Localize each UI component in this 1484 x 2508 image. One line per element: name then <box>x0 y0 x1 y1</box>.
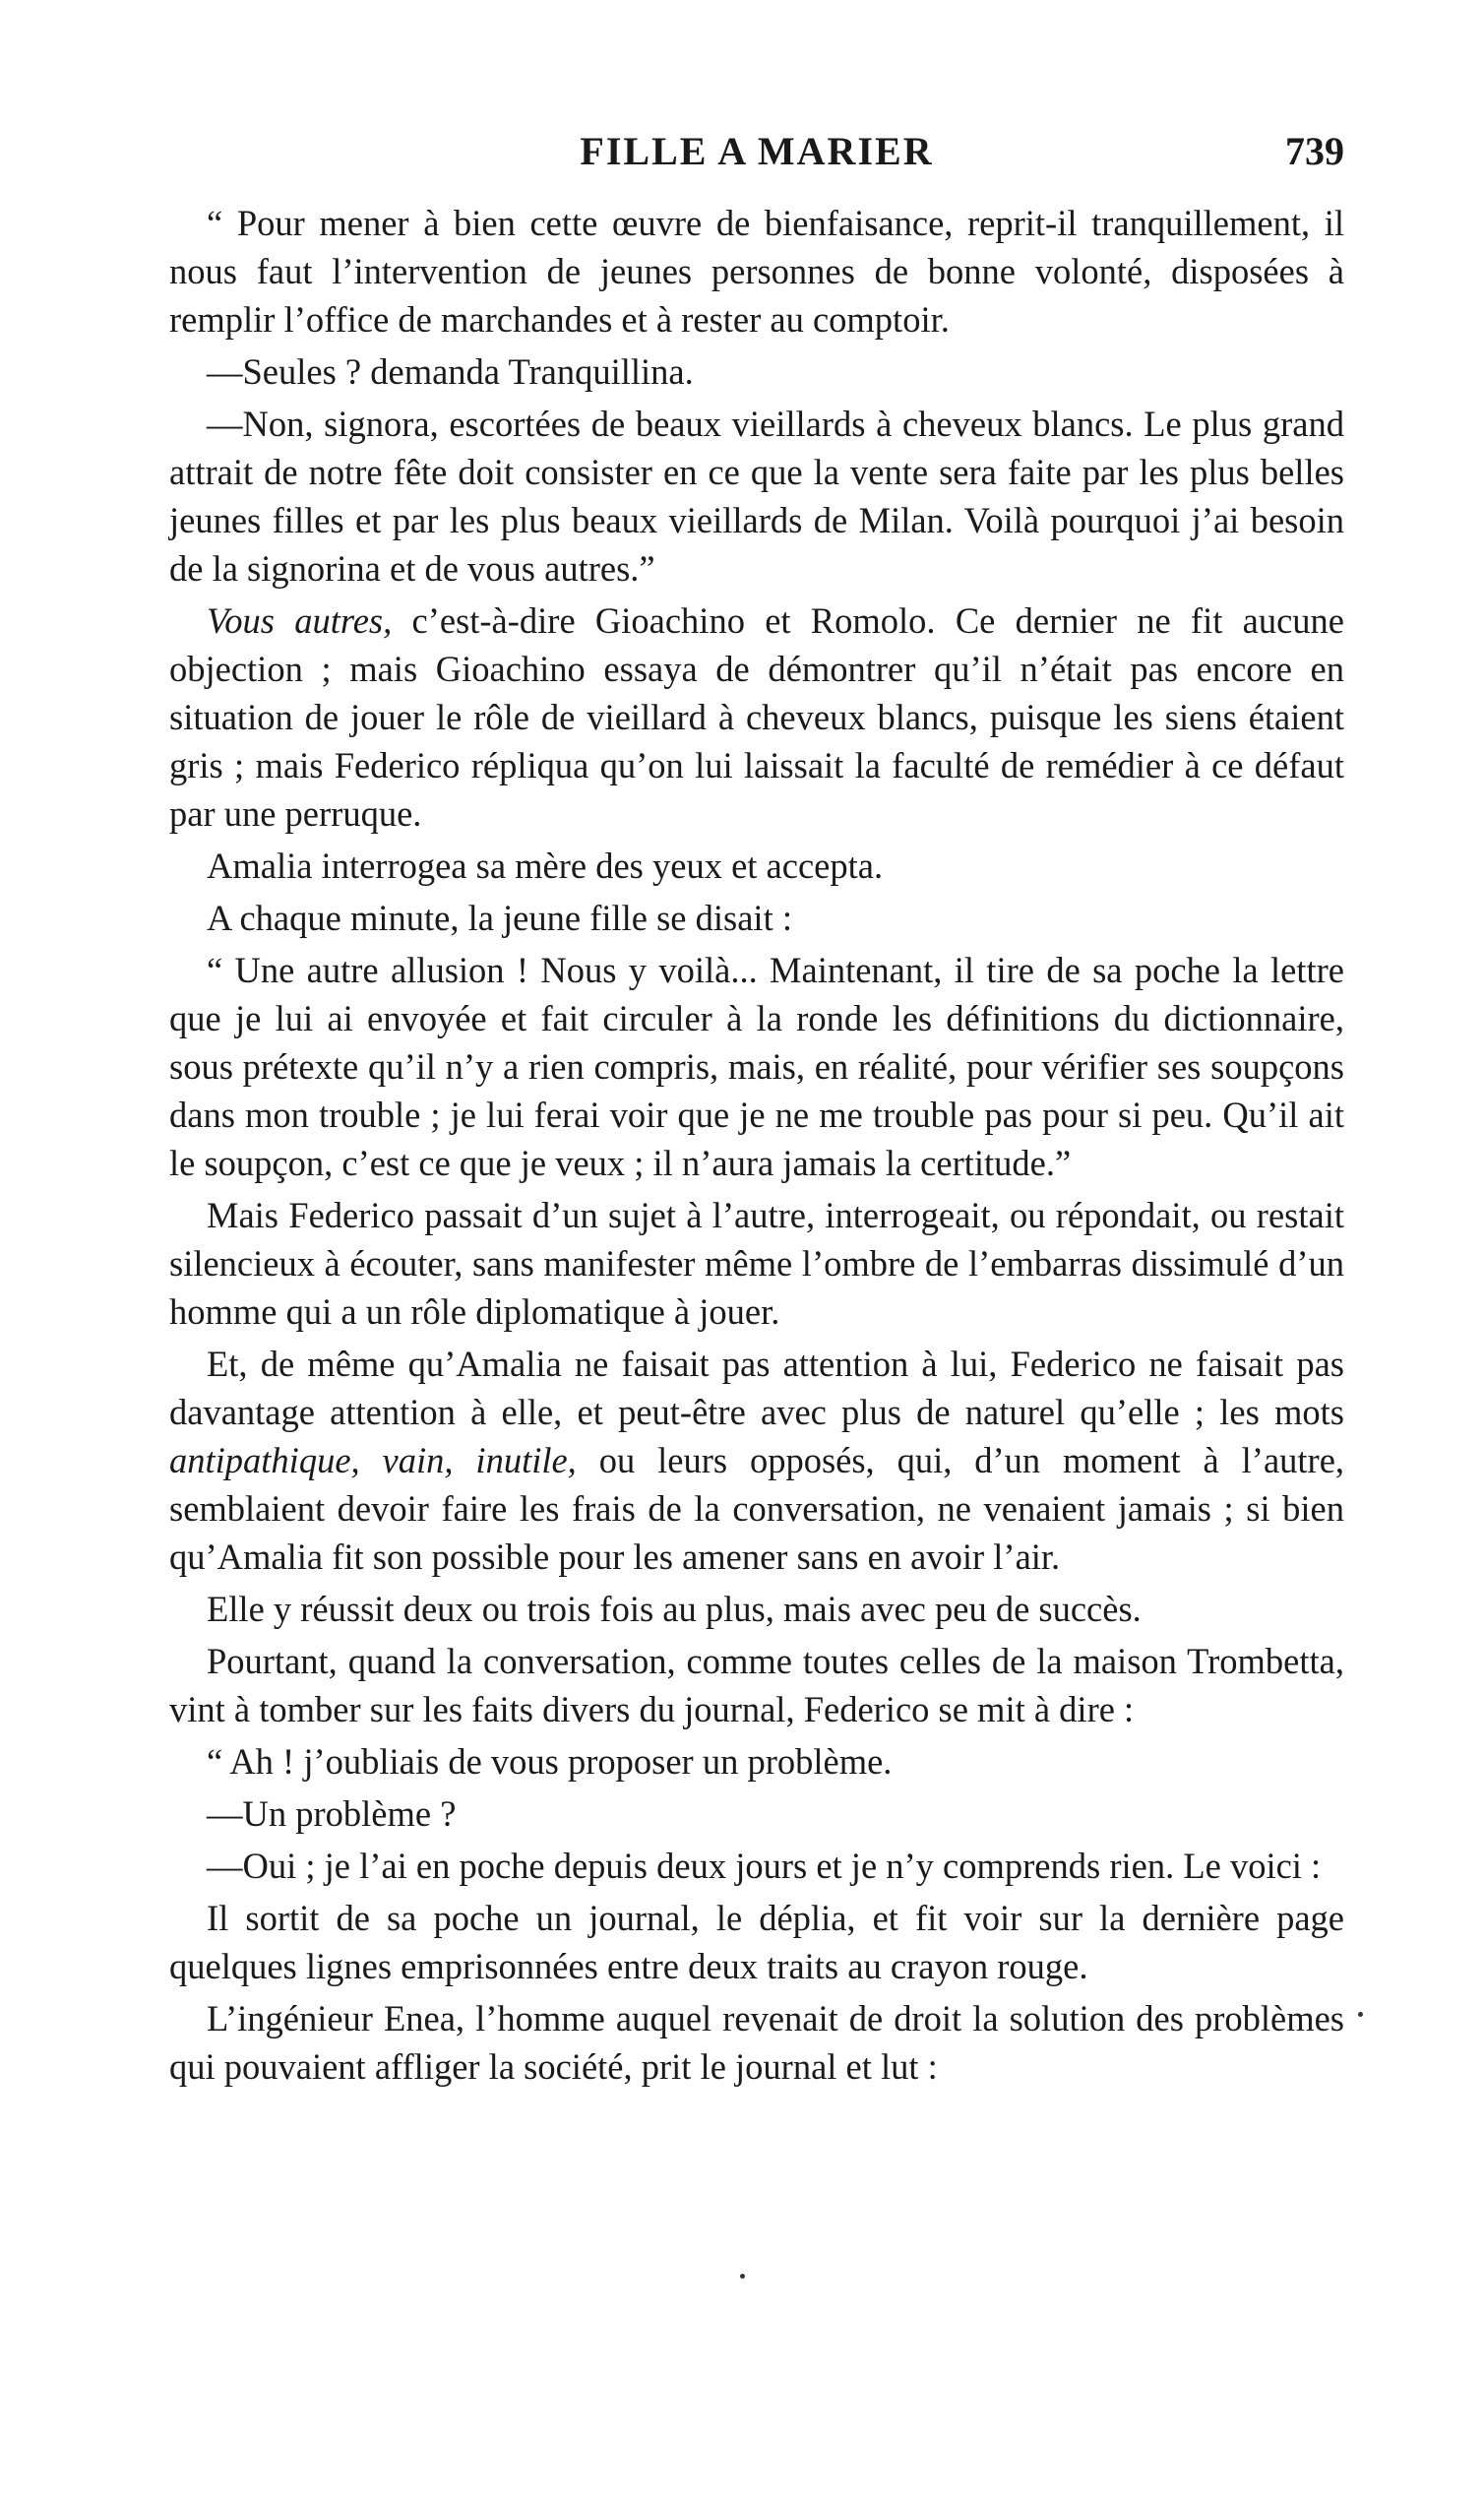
paragraph <box>169 596 1344 838</box>
paragraph: A chaque minute, la jeune fille se disait : <box>207 898 792 938</box>
paragraph: Mais Federico passait d’un sujet à l’autre, interrogeait, ou répondait, ou restait silencieux à écouter, sans manifester même l’ombre de l’embarras dissimulé d’un homme qui a un rôle diplomatique à jouer. <box>169 1195 1344 1332</box>
italic-word: antipathique, <box>169 1440 360 1480</box>
ink-speck <box>740 2274 745 2279</box>
paragraph: Elle y réussit deux ou trois fois au plus, mais avec peu de succès. <box>207 1589 1142 1629</box>
paragraph-text: Et, de même qu’Amalia ne faisait pas attention à lui, Federico ne faisait pas davantage attention à elle, et peut-être avec plus de naturel qu’elle ; les mots <box>169 1344 1344 1432</box>
paragraph: L’ingénieur Enea, l’homme auquel revenait de droit la solution des problèmes qui pouvaient affliger la société, prit le journal et lut : <box>169 1998 1344 2087</box>
paragraph <box>169 1340 1344 1581</box>
page-header <box>169 128 1344 183</box>
paragraph: —Un problème ? <box>207 1793 457 1834</box>
running-title: FILLE A MARIER <box>580 129 934 173</box>
paragraph: —Seules ? demanda Tranquillina. <box>207 351 694 392</box>
ink-speck <box>1358 2012 1363 2017</box>
paragraph: “ Pour mener à bien cette œuvre de bienfaisance, reprit-il tranquillement, il nous faut l’intervention de jeunes personnes de bonne volonté, disposées à remplir l’office de marchandes et à rester au comptoir. <box>169 203 1344 340</box>
paragraph: —Non, signora, escortées de beaux vieillards à cheveux blancs. Le plus grand attrait de notre fête doit consister en ce que la vente sera faite par les plus belles jeunes filles et par les plus beaux vieillards de Milan. Voilà pourquoi j’ai besoin de la signorina et de vous autres.” <box>169 404 1344 589</box>
italic-phrase: Vous autres, <box>207 600 393 641</box>
paragraph: Amalia interrogea sa mère des yeux et accepta. <box>207 846 884 886</box>
paragraph: Il sortit de sa poche un journal, le déplia, et fit voir sur la dernière page quelques lignes emprisonnées entre deux traits au crayon rouge. <box>169 1898 1344 1986</box>
paragraph: —Oui ; je l’ai en poche depuis deux jours et je n’y comprends rien. Le voici : <box>207 1846 1322 1886</box>
paragraph: Pourtant, quand la conversation, comme toutes celles de la maison Trombetta, vint à tomber sur les faits divers du journal, Federico se mit à dire : <box>169 1641 1344 1729</box>
paragraph: “ Ah ! j’oubliais de vous proposer un problème. <box>207 1741 893 1782</box>
body-text <box>169 199 1344 2095</box>
paragraph: “ Une autre allusion ! Nous y voilà... Maintenant, il tire de sa poche la lettre que je lui ai envoyée et fait circuler à la ronde les définitions du dictionnaire, sous prétexte qu’il n’y a rien compris, mais, en réalité, pour vérifier ses soupçons dans mon trouble ; je lui ferai voir que je ne me trouble pas pour si peu. Qu’il ait le soupçon, c’est ce que je veux ; il n’aura jamais la certitude.” <box>169 950 1344 1183</box>
italic-word: vain, <box>382 1440 454 1480</box>
paragraph-text: c’est-à-dire Gioachino et Romolo. Ce dernier ne fit aucune objection ; mais Gioachino essaya de démontrer qu’il n’était pas encore en situation de jouer le rôle de vieillard à cheveux blancs, puisque les siens étaient gris ; mais Federico répliqua qu’on lui laissait la faculté de remédier à ce défaut par une perruque. <box>169 600 1344 834</box>
paragraph-text: ou leurs opposés, qui, d’un moment à l’autre, semblaient devoir faire les frais de la conversation, ne venaient jamais ; si bien qu’Amalia fit son possible pour les amener sans en avoir l’air. <box>169 1440 1345 1577</box>
page-number: 739 <box>1285 129 1344 173</box>
italic-word: inutile, <box>475 1440 577 1480</box>
